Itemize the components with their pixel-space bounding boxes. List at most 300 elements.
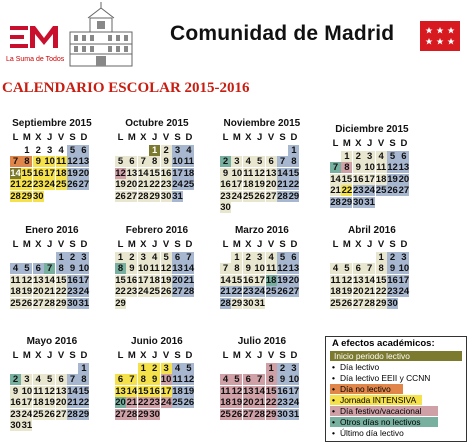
day-cell: 17 (160, 385, 172, 397)
day-cell: 10 (398, 263, 410, 275)
weekday-letter: M (232, 132, 241, 143)
day-cell: 8 (341, 162, 352, 173)
day-cell: 29 (375, 297, 387, 309)
day-cell: 18 (149, 274, 160, 286)
day-cell: 2 (243, 252, 254, 263)
day-cell: 18 (33, 397, 44, 409)
day-cell: 28 (277, 190, 288, 202)
month-calendar (330, 124, 430, 224)
weekday-letter: S (69, 132, 76, 143)
day-cell: 24 (231, 190, 243, 202)
day-cell: 25 (265, 286, 277, 298)
day-cell: 15 (115, 274, 126, 286)
weekday-letter: V (377, 138, 385, 149)
day-cell: 7 (10, 156, 21, 167)
day-cell: 29 (341, 196, 353, 208)
day-cell: 28 (364, 297, 375, 309)
day-cell: 14 (220, 274, 231, 286)
day-cell: 6 (288, 252, 299, 263)
weekday-letter: J (367, 239, 373, 250)
day-cell: 17 (21, 397, 33, 409)
day-cell: 11 (183, 156, 194, 168)
legend (325, 336, 467, 442)
day-cell: 30 (160, 190, 172, 202)
day-cell: 23 (149, 397, 160, 409)
day-cell: 9 (220, 168, 231, 179)
weekday-letter: M (127, 132, 136, 143)
day-cell: 6 (115, 374, 126, 385)
day-cell: 13 (265, 167, 277, 179)
day-cell: 19 (160, 274, 172, 286)
day-cell: 5 (44, 374, 55, 385)
day-cell: 6 (353, 263, 364, 274)
weekday-letter: J (152, 132, 158, 143)
day-cell: 5 (161, 252, 172, 263)
weekday-letter: M (342, 138, 351, 149)
day-cell: 14 (254, 385, 265, 397)
day-cell: 13 (243, 385, 254, 397)
day-cell: 22 (138, 397, 149, 409)
day-cell: 12 (44, 385, 55, 397)
day-cell: 24 (172, 179, 183, 191)
day-cell: 7 (183, 252, 194, 263)
weekday-letter: M (22, 239, 31, 250)
day-cell: 24 (21, 408, 33, 420)
day-cell: 7 (44, 263, 55, 274)
day-cell: 7 (67, 374, 78, 385)
day-cell: 8 (115, 263, 126, 274)
weekday-letter: X (35, 132, 42, 143)
legend-item (330, 373, 462, 383)
month-title: Abril 2016 (347, 225, 396, 236)
day-cell: 16 (277, 385, 288, 397)
day-cell: 31 (254, 297, 265, 309)
day-cell: 14 (183, 263, 195, 275)
day-cell: 16 (67, 274, 78, 286)
day-cell: 23 (10, 408, 21, 420)
weekday-letter: J (152, 350, 158, 361)
month-title: Marzo 2016 (234, 225, 289, 236)
day-cell: 8 (21, 156, 32, 167)
day-cell: 27 (78, 179, 90, 191)
day-cell: 7 (277, 156, 288, 167)
day-cell: 23 (220, 190, 231, 202)
day-cell: 8 (231, 263, 242, 274)
day-cell: 16 (33, 167, 44, 179)
day-cell: 26 (254, 190, 265, 202)
day-cell: 8 (78, 374, 89, 385)
day-cell: 29 (55, 297, 67, 309)
day-cell: 15 (55, 274, 67, 286)
day-cell: 11 (10, 274, 21, 286)
weekday-letter: V (57, 239, 65, 250)
day-cell: 8 (288, 156, 299, 167)
month-calendar (220, 118, 320, 218)
day-cell: 10 (288, 374, 300, 386)
weekday-letter: M (22, 132, 31, 143)
weekday-letter: D (185, 132, 193, 143)
day-cell: 23 (243, 286, 254, 298)
day-cell: 16 (149, 385, 160, 397)
day-cell: 9 (149, 374, 160, 385)
day-cell: 11 (56, 156, 67, 168)
day-cell: 15 (21, 167, 33, 179)
day-cell: 25 (183, 179, 195, 191)
day-cell: 13 (288, 263, 300, 275)
day-cell: 27 (353, 297, 364, 309)
day-cell: 24 (44, 179, 55, 191)
day-cell: 27 (55, 408, 67, 420)
day-cell: 24 (364, 185, 375, 197)
day-cell: 25 (243, 190, 254, 202)
day-cell: 20 (78, 167, 90, 179)
day-cell: 19 (67, 167, 78, 179)
day-cell: 16 (160, 167, 172, 179)
legend-label: Jornada INTENSIVA (340, 395, 417, 405)
weekday-letter: X (245, 350, 252, 361)
comunidad-title: Comunidad de Madrid (170, 22, 395, 45)
legend-item (330, 428, 462, 438)
weekday-letter: D (80, 350, 88, 361)
day-cell: 11 (172, 374, 183, 386)
day-cell: 28 (254, 408, 265, 420)
day-cell: 21 (220, 286, 231, 298)
day-cell: 14 (277, 167, 288, 179)
month-calendar (10, 225, 110, 325)
day-cell: 23 (67, 286, 78, 298)
day-cell: 4 (33, 374, 44, 385)
day-cell: 23 (277, 397, 288, 409)
day-cell: 30 (220, 202, 231, 213)
day-cell: 11 (149, 263, 160, 275)
day-cell: 3 (138, 252, 149, 263)
legend-item (330, 351, 462, 361)
day-cell: 25 (55, 179, 67, 191)
bullet-icon: • (332, 395, 335, 405)
weekday-letter: J (257, 350, 263, 361)
day-cell: 9 (353, 162, 364, 173)
day-cell: 16 (243, 274, 254, 286)
day-cell: 2 (10, 374, 21, 385)
day-cell: 3 (254, 252, 265, 263)
weekday-letter: L (117, 132, 124, 143)
weekday-letter: D (80, 132, 88, 143)
day-cell: 9 (387, 263, 398, 274)
weekday-letter: D (290, 239, 298, 250)
day-cell: 28 (126, 408, 138, 420)
day-cell: 7 (220, 263, 231, 274)
day-cell: 12 (67, 156, 78, 168)
day-cell: 26 (160, 286, 172, 298)
day-cell: 2 (387, 252, 398, 263)
day-cell: 6 (56, 374, 67, 385)
day-cell: 9 (67, 263, 78, 274)
day-cell: 27 (288, 286, 300, 298)
day-cell: 4 (220, 374, 231, 385)
day-cell: 10 (138, 263, 149, 275)
day-cell: 1 (21, 145, 32, 156)
day-cell: 22 (341, 185, 353, 197)
day-cell: 28 (220, 297, 231, 309)
day-cell: 28 (138, 190, 149, 202)
day-cell: 25 (172, 397, 183, 409)
weekday-letter: X (140, 239, 147, 250)
day-cell: 8 (56, 263, 67, 274)
day-cell: 5 (67, 145, 78, 156)
bullet-icon: • (332, 362, 335, 372)
day-cell: 21 (67, 397, 78, 409)
day-cell: 13 (33, 274, 44, 286)
weekday-letter: J (152, 239, 158, 250)
legend-label: Otros días no lectivos (340, 417, 421, 427)
weekday-letter: S (389, 239, 396, 250)
day-cell: 26 (115, 190, 126, 202)
day-cell: 30 (67, 297, 78, 309)
weekday-letter: J (47, 132, 53, 143)
weekday-letter: V (57, 132, 65, 143)
day-cell: 2 (277, 363, 288, 374)
day-cell: 4 (10, 263, 21, 274)
day-cell: 29 (115, 297, 126, 309)
day-cell: 26 (44, 408, 55, 420)
weekday-letter: V (162, 132, 170, 143)
day-cell: 11 (33, 385, 44, 397)
day-cell: 22 (149, 179, 160, 191)
day-cell: 4 (266, 252, 277, 263)
day-cell: 30 (149, 408, 160, 420)
day-cell: 29 (149, 190, 160, 202)
month-title: Septiembre 2015 (12, 118, 92, 129)
legend-label: Último día lectivo (340, 428, 404, 438)
month-title: Julio 2016 (237, 336, 287, 347)
real-casa-de-correos-icon (66, 2, 136, 68)
legend-label: Día festivo/vacacional (340, 406, 422, 416)
day-cell: 4 (243, 156, 254, 167)
day-cell: 20 (353, 286, 364, 298)
bullet-icon: • (332, 428, 335, 438)
day-cell: 7 (126, 374, 137, 385)
month-calendar (10, 336, 110, 436)
day-cell: 27 (172, 286, 183, 298)
weekday-letter: D (400, 138, 408, 149)
day-cell: 15 (78, 385, 90, 397)
day-cell: 26 (277, 286, 288, 298)
day-cell: 14 (44, 274, 55, 286)
weekday-letter: L (12, 132, 19, 143)
day-cell: 5 (387, 151, 398, 162)
day-cell: 30 (277, 408, 288, 420)
madrid-logo-icon (8, 22, 64, 52)
day-cell: 10 (172, 156, 183, 168)
month-title: Mayo 2016 (26, 336, 78, 347)
day-cell: 27 (265, 190, 277, 202)
weekday-letter: V (267, 239, 275, 250)
day-cell: 3 (364, 151, 375, 162)
day-cell: 21 (277, 179, 288, 191)
page-title: CALENDARIO ESCOLAR 2015-2016 (2, 80, 250, 96)
weekday-letter: X (140, 350, 147, 361)
day-cell: 27 (115, 408, 126, 420)
day-cell: 19 (341, 286, 353, 298)
weekday-letter: V (377, 239, 385, 250)
month-calendar (330, 225, 430, 325)
weekday-letter: M (127, 350, 136, 361)
weekday-letter: S (174, 132, 181, 143)
weekday-letter: L (12, 350, 19, 361)
weekday-letter: L (222, 239, 229, 250)
day-cell: 7 (364, 263, 375, 274)
weekday-letter: D (185, 239, 193, 250)
day-cell: 29 (231, 297, 243, 309)
day-cell: 15 (375, 274, 387, 286)
day-cell: 14 (67, 385, 78, 397)
day-cell: 18 (220, 397, 231, 409)
day-cell: 12 (183, 374, 195, 386)
logo-tagline: La Suma de Todos (6, 56, 65, 63)
day-cell: 29 (21, 190, 33, 202)
day-cell: 19 (231, 397, 243, 409)
day-cell: 17 (138, 274, 149, 286)
day-cell: 19 (254, 179, 265, 191)
day-cell: 5 (231, 374, 242, 385)
day-cell: 7 (138, 156, 149, 167)
day-cell: 18 (375, 173, 387, 185)
day-cell: 22 (78, 397, 90, 409)
day-cell: 18 (243, 179, 254, 191)
day-cell: 13 (55, 385, 67, 397)
day-cell: 23 (126, 286, 138, 298)
day-cell: 11 (376, 162, 387, 174)
weekday-letter: L (222, 350, 229, 361)
month-title: Octubre 2015 (125, 118, 189, 129)
day-cell: 14 (138, 167, 149, 179)
day-cell: 16 (220, 179, 231, 191)
bullet-icon: • (332, 373, 335, 383)
day-cell: 10 (231, 167, 243, 179)
day-cell: 6 (243, 374, 254, 385)
day-cell: 3 (161, 363, 172, 374)
day-cell: 3 (231, 156, 242, 167)
day-cell: 19 (115, 179, 126, 191)
legend-title: A efectos académicos: (332, 338, 435, 349)
day-cell: 12 (231, 385, 243, 397)
day-cell: 27 (398, 185, 410, 197)
weekday-letter: D (290, 350, 298, 361)
day-cell: 7 (330, 162, 341, 173)
month-title: Diciembre 2015 (335, 124, 409, 135)
day-cell: 4 (149, 252, 160, 263)
day-cell: 16 (10, 397, 21, 409)
day-cell: 20 (398, 173, 410, 185)
weekday-letter: S (69, 350, 76, 361)
day-cell: 3 (288, 363, 299, 374)
day-cell: 9 (10, 386, 21, 397)
month-calendar (220, 225, 320, 325)
day-cell: 28 (44, 297, 55, 309)
day-cell: 25 (149, 286, 160, 298)
day-cell: 2 (161, 145, 172, 156)
day-cell: 23 (33, 179, 44, 191)
day-cell: 11 (330, 274, 341, 286)
day-cell: 25 (33, 408, 44, 420)
day-cell: 18 (330, 286, 341, 298)
day-cell: 12 (160, 263, 172, 275)
day-cell: 20 (265, 179, 277, 191)
day-cell: 14 (126, 385, 138, 397)
day-cell: 5 (254, 156, 265, 167)
day-cell: 12 (115, 167, 126, 179)
weekday-letter: S (279, 350, 286, 361)
month-title: Enero 2016 (25, 225, 79, 236)
day-cell: 5 (21, 263, 32, 274)
month-title: Junio 2016 (131, 336, 183, 347)
day-cell: 1 (115, 252, 126, 263)
day-cell: 22 (288, 179, 300, 191)
day-cell: 22 (21, 179, 33, 191)
header (0, 0, 474, 72)
weekday-letter: V (267, 350, 275, 361)
day-cell: 22 (231, 286, 243, 298)
day-cell: 27 (33, 297, 44, 309)
day-cell: 13 (78, 156, 90, 168)
day-cell: 1 (138, 363, 149, 374)
day-cell: 12 (21, 274, 33, 286)
legend-label: Día lectivo (340, 362, 380, 372)
day-cell: 10 (78, 263, 90, 275)
day-cell: 19 (44, 397, 55, 409)
day-cell: 3 (44, 145, 55, 156)
day-cell: 16 (353, 173, 364, 185)
day-cell: 8 (376, 263, 387, 274)
day-cell: 24 (254, 286, 265, 298)
weekday-letter: V (57, 350, 65, 361)
weekday-letter: J (257, 239, 263, 250)
day-cell: 14 (330, 173, 341, 185)
day-cell: 26 (341, 297, 353, 309)
day-cell: 6 (126, 156, 137, 167)
day-cell: 4 (172, 363, 183, 374)
day-cell: 10 (364, 162, 375, 174)
weekday-letter: X (35, 239, 42, 250)
legend-item (330, 384, 462, 394)
day-cell: 8 (149, 156, 160, 167)
weekday-letter: L (332, 138, 339, 149)
day-cell: 31 (288, 408, 300, 420)
weekday-letter: V (267, 132, 275, 143)
legend-item (330, 362, 462, 372)
day-cell: 6 (266, 156, 277, 167)
day-cell: 13 (126, 167, 138, 179)
day-cell: 3 (21, 374, 32, 385)
day-cell: 19 (183, 385, 195, 397)
day-cell: 17 (231, 179, 243, 191)
day-cell: 8 (266, 374, 277, 385)
day-cell: 19 (277, 274, 288, 286)
day-cell: 20 (33, 286, 44, 298)
weekday-letter: M (232, 350, 241, 361)
day-cell: 26 (387, 185, 398, 197)
day-cell: 5 (341, 263, 352, 274)
day-cell: 2 (67, 252, 78, 263)
day-cell: 17 (398, 274, 410, 286)
month-title: Noviembre 2015 (223, 118, 301, 129)
day-cell: 24 (78, 286, 90, 298)
weekday-letter: L (222, 132, 229, 143)
day-cell: 10 (44, 156, 55, 168)
day-cell: 17 (172, 167, 183, 179)
weekday-letter: X (355, 239, 362, 250)
weekday-letter: L (117, 350, 124, 361)
